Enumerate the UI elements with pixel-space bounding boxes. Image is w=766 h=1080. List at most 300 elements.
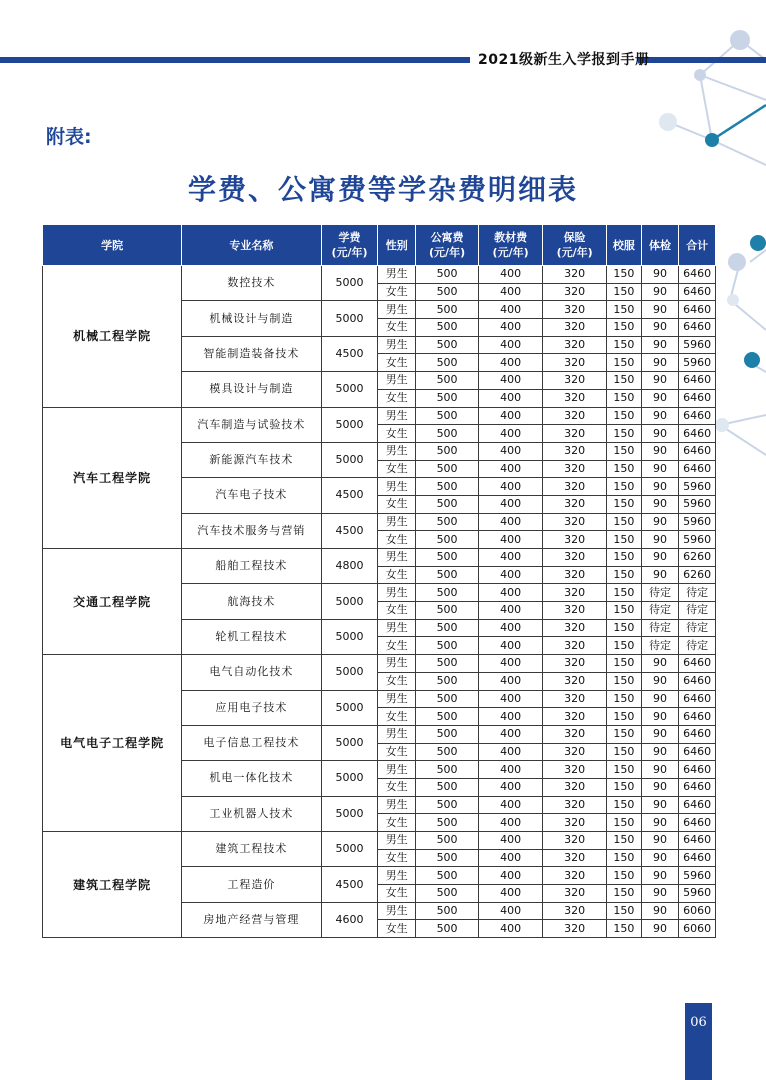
gender-cell: 男生 bbox=[378, 867, 416, 885]
insurance-cell: 320 bbox=[543, 425, 607, 443]
apartment-cell: 500 bbox=[416, 920, 479, 938]
uniform-cell: 150 bbox=[607, 761, 642, 779]
gender-cell: 男生 bbox=[378, 725, 416, 743]
gender-cell: 男生 bbox=[378, 902, 416, 920]
total-cell: 6460 bbox=[679, 796, 716, 814]
major-cell: 智能制造装备技术 bbox=[182, 336, 321, 371]
total-cell: 6460 bbox=[679, 672, 716, 690]
total-cell: 6460 bbox=[679, 690, 716, 708]
major-cell: 工业机器人技术 bbox=[182, 796, 321, 831]
insurance-cell: 320 bbox=[543, 814, 607, 832]
apartment-cell: 500 bbox=[416, 867, 479, 885]
major-cell: 应用电子技术 bbox=[182, 690, 321, 725]
insurance-cell: 320 bbox=[543, 743, 607, 761]
insurance-cell: 320 bbox=[543, 849, 607, 867]
checkup-cell: 90 bbox=[641, 354, 679, 372]
apartment-cell: 500 bbox=[416, 283, 479, 301]
textbook-cell: 400 bbox=[479, 283, 543, 301]
apartment-cell: 500 bbox=[416, 832, 479, 850]
checkup-cell: 90 bbox=[641, 460, 679, 478]
textbook-cell: 400 bbox=[479, 761, 543, 779]
total-cell: 5960 bbox=[679, 531, 716, 549]
uniform-cell: 150 bbox=[607, 266, 642, 284]
appendix-label: 附表: bbox=[46, 126, 92, 148]
major-cell: 工程造价 bbox=[182, 867, 321, 902]
uniform-cell: 150 bbox=[607, 283, 642, 301]
tuition-cell: 5000 bbox=[321, 796, 378, 831]
header-uniform: 校服 bbox=[607, 225, 642, 266]
table-row bbox=[43, 549, 716, 567]
insurance-cell: 320 bbox=[543, 761, 607, 779]
apartment-cell: 500 bbox=[416, 602, 479, 620]
uniform-cell: 150 bbox=[607, 619, 642, 637]
apartment-cell: 500 bbox=[416, 301, 479, 319]
textbook-cell: 400 bbox=[479, 584, 543, 602]
textbook-cell: 400 bbox=[479, 266, 543, 284]
checkup-cell: 90 bbox=[641, 531, 679, 549]
textbook-cell: 400 bbox=[479, 725, 543, 743]
insurance-cell: 320 bbox=[543, 920, 607, 938]
checkup-cell: 90 bbox=[641, 832, 679, 850]
insurance-cell: 320 bbox=[543, 283, 607, 301]
tuition-cell: 5000 bbox=[321, 442, 378, 477]
gender-cell: 女生 bbox=[378, 814, 416, 832]
uniform-cell: 150 bbox=[607, 725, 642, 743]
uniform-cell: 150 bbox=[607, 460, 642, 478]
total-cell: 6460 bbox=[679, 442, 716, 460]
uniform-cell: 150 bbox=[607, 637, 642, 655]
textbook-cell: 400 bbox=[479, 407, 543, 425]
textbook-cell: 400 bbox=[479, 796, 543, 814]
uniform-cell: 150 bbox=[607, 708, 642, 726]
apartment-cell: 500 bbox=[416, 566, 479, 584]
insurance-cell: 320 bbox=[543, 319, 607, 337]
header-checkup: 体检 bbox=[641, 225, 679, 266]
textbook-cell: 400 bbox=[479, 885, 543, 903]
uniform-cell: 150 bbox=[607, 832, 642, 850]
gender-cell: 男生 bbox=[378, 372, 416, 390]
checkup-cell: 90 bbox=[641, 283, 679, 301]
apartment-cell: 500 bbox=[416, 354, 479, 372]
textbook-cell: 400 bbox=[479, 566, 543, 584]
textbook-cell: 400 bbox=[479, 442, 543, 460]
textbook-cell: 400 bbox=[479, 531, 543, 549]
total-cell: 待定 bbox=[679, 637, 716, 655]
checkup-cell: 90 bbox=[641, 672, 679, 690]
insurance-cell: 320 bbox=[543, 690, 607, 708]
insurance-cell: 320 bbox=[543, 478, 607, 496]
gender-cell: 女生 bbox=[378, 354, 416, 372]
uniform-cell: 150 bbox=[607, 885, 642, 903]
checkup-cell: 90 bbox=[641, 266, 679, 284]
textbook-cell: 400 bbox=[479, 743, 543, 761]
total-cell: 6460 bbox=[679, 849, 716, 867]
insurance-cell: 320 bbox=[543, 796, 607, 814]
insurance-cell: 320 bbox=[543, 708, 607, 726]
checkup-cell: 90 bbox=[641, 743, 679, 761]
tuition-cell: 4500 bbox=[321, 867, 378, 902]
uniform-cell: 150 bbox=[607, 389, 642, 407]
uniform-cell: 150 bbox=[607, 655, 642, 673]
apartment-cell: 500 bbox=[416, 814, 479, 832]
tuition-cell: 4800 bbox=[321, 549, 378, 584]
insurance-cell: 320 bbox=[543, 619, 607, 637]
total-cell: 6460 bbox=[679, 708, 716, 726]
textbook-cell: 400 bbox=[479, 637, 543, 655]
gender-cell: 女生 bbox=[378, 885, 416, 903]
gender-cell: 女生 bbox=[378, 743, 416, 761]
major-cell: 建筑工程技术 bbox=[182, 832, 321, 867]
gender-cell: 男生 bbox=[378, 478, 416, 496]
checkup-cell: 90 bbox=[641, 655, 679, 673]
insurance-cell: 320 bbox=[543, 531, 607, 549]
total-cell: 5960 bbox=[679, 336, 716, 354]
total-cell: 6460 bbox=[679, 407, 716, 425]
table-row bbox=[43, 407, 716, 425]
gender-cell: 女生 bbox=[378, 566, 416, 584]
apartment-cell: 500 bbox=[416, 266, 479, 284]
textbook-cell: 400 bbox=[479, 619, 543, 637]
major-cell: 新能源汽车技术 bbox=[182, 442, 321, 477]
total-cell: 5960 bbox=[679, 885, 716, 903]
college-cell: 建筑工程学院 bbox=[43, 832, 182, 938]
checkup-cell: 90 bbox=[641, 478, 679, 496]
apartment-cell: 500 bbox=[416, 637, 479, 655]
insurance-cell: 320 bbox=[543, 902, 607, 920]
insurance-cell: 320 bbox=[543, 867, 607, 885]
gender-cell: 男生 bbox=[378, 407, 416, 425]
textbook-cell: 400 bbox=[479, 778, 543, 796]
total-cell: 6460 bbox=[679, 460, 716, 478]
insurance-cell: 320 bbox=[543, 778, 607, 796]
gender-cell: 女生 bbox=[378, 460, 416, 478]
checkup-cell: 90 bbox=[641, 796, 679, 814]
total-cell: 5960 bbox=[679, 513, 716, 531]
college-cell: 交通工程学院 bbox=[43, 549, 182, 655]
uniform-cell: 150 bbox=[607, 336, 642, 354]
total-cell: 5960 bbox=[679, 495, 716, 513]
checkup-cell: 90 bbox=[641, 902, 679, 920]
apartment-cell: 500 bbox=[416, 336, 479, 354]
tuition-cell: 5000 bbox=[321, 372, 378, 407]
fee-table-body bbox=[43, 266, 716, 938]
table-header-row bbox=[43, 225, 716, 266]
tuition-cell: 5000 bbox=[321, 832, 378, 867]
apartment-cell: 500 bbox=[416, 513, 479, 531]
apartment-cell: 500 bbox=[416, 389, 479, 407]
checkup-cell: 待定 bbox=[641, 602, 679, 620]
textbook-cell: 400 bbox=[479, 708, 543, 726]
major-cell: 机电一体化技术 bbox=[182, 761, 321, 796]
checkup-cell: 90 bbox=[641, 885, 679, 903]
uniform-cell: 150 bbox=[607, 513, 642, 531]
total-cell: 待定 bbox=[679, 584, 716, 602]
header-textbook: 教材费 (元/年) bbox=[479, 225, 543, 266]
apartment-cell: 500 bbox=[416, 690, 479, 708]
textbook-cell: 400 bbox=[479, 602, 543, 620]
textbook-cell: 400 bbox=[479, 920, 543, 938]
checkup-cell: 90 bbox=[641, 849, 679, 867]
uniform-cell: 150 bbox=[607, 743, 642, 761]
major-cell: 房地产经营与管理 bbox=[182, 902, 321, 937]
insurance-cell: 320 bbox=[543, 389, 607, 407]
total-cell: 6460 bbox=[679, 425, 716, 443]
checkup-cell: 90 bbox=[641, 708, 679, 726]
apartment-cell: 500 bbox=[416, 319, 479, 337]
uniform-cell: 150 bbox=[607, 425, 642, 443]
total-cell: 5960 bbox=[679, 478, 716, 496]
gender-cell: 男生 bbox=[378, 442, 416, 460]
apartment-cell: 500 bbox=[416, 425, 479, 443]
textbook-cell: 400 bbox=[479, 867, 543, 885]
gender-cell: 男生 bbox=[378, 336, 416, 354]
major-cell: 数控技术 bbox=[182, 266, 321, 301]
textbook-cell: 400 bbox=[479, 690, 543, 708]
gender-cell: 女生 bbox=[378, 319, 416, 337]
uniform-cell: 150 bbox=[607, 814, 642, 832]
uniform-cell: 150 bbox=[607, 372, 642, 390]
page-number-tab bbox=[685, 1003, 712, 1080]
gender-cell: 男生 bbox=[378, 513, 416, 531]
page-title: 学费、公寓费等学杂费明细表 bbox=[187, 173, 578, 206]
checkup-cell: 90 bbox=[641, 920, 679, 938]
total-cell: 6460 bbox=[679, 725, 716, 743]
tuition-cell: 5000 bbox=[321, 761, 378, 796]
gender-cell: 男生 bbox=[378, 584, 416, 602]
gender-cell: 女生 bbox=[378, 283, 416, 301]
textbook-cell: 400 bbox=[479, 655, 543, 673]
textbook-cell: 400 bbox=[479, 902, 543, 920]
textbook-cell: 400 bbox=[479, 513, 543, 531]
gender-cell: 女生 bbox=[378, 672, 416, 690]
total-cell: 6060 bbox=[679, 902, 716, 920]
insurance-cell: 320 bbox=[543, 513, 607, 531]
insurance-cell: 320 bbox=[543, 372, 607, 390]
insurance-cell: 320 bbox=[543, 655, 607, 673]
apartment-cell: 500 bbox=[416, 725, 479, 743]
tuition-cell: 5000 bbox=[321, 407, 378, 442]
textbook-cell: 400 bbox=[479, 425, 543, 443]
checkup-cell: 90 bbox=[641, 814, 679, 832]
insurance-cell: 320 bbox=[543, 336, 607, 354]
tuition-cell: 5000 bbox=[321, 266, 378, 301]
apartment-cell: 500 bbox=[416, 885, 479, 903]
insurance-cell: 320 bbox=[543, 460, 607, 478]
gender-cell: 女生 bbox=[378, 602, 416, 620]
college-cell: 电气电子工程学院 bbox=[43, 655, 182, 832]
checkup-cell: 90 bbox=[641, 549, 679, 567]
total-cell: 5960 bbox=[679, 867, 716, 885]
uniform-cell: 150 bbox=[607, 902, 642, 920]
gender-cell: 女生 bbox=[378, 531, 416, 549]
checkup-cell: 90 bbox=[641, 372, 679, 390]
gender-cell: 女生 bbox=[378, 708, 416, 726]
page-number: 06 bbox=[690, 1015, 707, 1030]
total-cell: 6260 bbox=[679, 549, 716, 567]
major-cell: 机械设计与制造 bbox=[182, 301, 321, 336]
checkup-cell: 90 bbox=[641, 425, 679, 443]
textbook-cell: 400 bbox=[479, 389, 543, 407]
textbook-cell: 400 bbox=[479, 478, 543, 496]
uniform-cell: 150 bbox=[607, 531, 642, 549]
insurance-cell: 320 bbox=[543, 725, 607, 743]
insurance-cell: 320 bbox=[543, 602, 607, 620]
apartment-cell: 500 bbox=[416, 495, 479, 513]
uniform-cell: 150 bbox=[607, 495, 642, 513]
header-title: 2021级新生入学报到手册 bbox=[478, 52, 650, 68]
header-total: 合计 bbox=[679, 225, 716, 266]
gender-cell: 女生 bbox=[378, 637, 416, 655]
textbook-cell: 400 bbox=[479, 549, 543, 567]
header-college: 学院 bbox=[43, 225, 182, 266]
apartment-cell: 500 bbox=[416, 442, 479, 460]
table-row bbox=[43, 832, 716, 850]
textbook-cell: 400 bbox=[479, 301, 543, 319]
gender-cell: 男生 bbox=[378, 266, 416, 284]
insurance-cell: 320 bbox=[543, 495, 607, 513]
gender-cell: 男生 bbox=[378, 301, 416, 319]
apartment-cell: 500 bbox=[416, 708, 479, 726]
major-cell: 电子信息工程技术 bbox=[182, 725, 321, 760]
checkup-cell: 待定 bbox=[641, 619, 679, 637]
tuition-cell: 5000 bbox=[321, 301, 378, 336]
header-tuition: 学费 (元/年) bbox=[321, 225, 378, 266]
major-cell: 汽车制造与试验技术 bbox=[182, 407, 321, 442]
textbook-cell: 400 bbox=[479, 354, 543, 372]
major-cell: 轮机工程技术 bbox=[182, 619, 321, 654]
gender-cell: 男生 bbox=[378, 690, 416, 708]
total-cell: 6460 bbox=[679, 372, 716, 390]
total-cell: 6460 bbox=[679, 283, 716, 301]
uniform-cell: 150 bbox=[607, 602, 642, 620]
apartment-cell: 500 bbox=[416, 743, 479, 761]
fee-table bbox=[42, 224, 716, 938]
major-cell: 模具设计与制造 bbox=[182, 372, 321, 407]
apartment-cell: 500 bbox=[416, 619, 479, 637]
total-cell: 6060 bbox=[679, 920, 716, 938]
textbook-cell: 400 bbox=[479, 460, 543, 478]
total-cell: 6460 bbox=[679, 319, 716, 337]
gender-cell: 女生 bbox=[378, 389, 416, 407]
textbook-cell: 400 bbox=[479, 319, 543, 337]
apartment-cell: 500 bbox=[416, 655, 479, 673]
major-cell: 汽车电子技术 bbox=[182, 478, 321, 513]
checkup-cell: 90 bbox=[641, 407, 679, 425]
insurance-cell: 320 bbox=[543, 885, 607, 903]
total-cell: 5960 bbox=[679, 354, 716, 372]
tuition-cell: 5000 bbox=[321, 619, 378, 654]
tuition-cell: 4600 bbox=[321, 902, 378, 937]
apartment-cell: 500 bbox=[416, 460, 479, 478]
header-apartment: 公寓费 (元/年) bbox=[416, 225, 479, 266]
tuition-cell: 5000 bbox=[321, 655, 378, 690]
total-cell: 待定 bbox=[679, 602, 716, 620]
gender-cell: 男生 bbox=[378, 619, 416, 637]
insurance-cell: 320 bbox=[543, 266, 607, 284]
apartment-cell: 500 bbox=[416, 672, 479, 690]
uniform-cell: 150 bbox=[607, 319, 642, 337]
uniform-cell: 150 bbox=[607, 407, 642, 425]
tuition-cell: 5000 bbox=[321, 584, 378, 619]
apartment-cell: 500 bbox=[416, 478, 479, 496]
checkup-cell: 待定 bbox=[641, 637, 679, 655]
insurance-cell: 320 bbox=[543, 407, 607, 425]
uniform-cell: 150 bbox=[607, 442, 642, 460]
checkup-cell: 90 bbox=[641, 513, 679, 531]
textbook-cell: 400 bbox=[479, 372, 543, 390]
uniform-cell: 150 bbox=[607, 796, 642, 814]
total-cell: 6460 bbox=[679, 301, 716, 319]
insurance-cell: 320 bbox=[543, 549, 607, 567]
uniform-cell: 150 bbox=[607, 778, 642, 796]
uniform-cell: 150 bbox=[607, 478, 642, 496]
apartment-cell: 500 bbox=[416, 372, 479, 390]
apartment-cell: 500 bbox=[416, 584, 479, 602]
header-major: 专业名称 bbox=[182, 225, 321, 266]
checkup-cell: 90 bbox=[641, 778, 679, 796]
total-cell: 6260 bbox=[679, 566, 716, 584]
header-gender: 性别 bbox=[378, 225, 416, 266]
gender-cell: 男生 bbox=[378, 832, 416, 850]
insurance-cell: 320 bbox=[543, 672, 607, 690]
checkup-cell: 90 bbox=[641, 867, 679, 885]
insurance-cell: 320 bbox=[543, 584, 607, 602]
uniform-cell: 150 bbox=[607, 566, 642, 584]
total-cell: 6460 bbox=[679, 266, 716, 284]
insurance-cell: 320 bbox=[543, 832, 607, 850]
apartment-cell: 500 bbox=[416, 849, 479, 867]
textbook-cell: 400 bbox=[479, 814, 543, 832]
checkup-cell: 待定 bbox=[641, 584, 679, 602]
textbook-cell: 400 bbox=[479, 849, 543, 867]
uniform-cell: 150 bbox=[607, 849, 642, 867]
major-cell: 船舶工程技术 bbox=[182, 549, 321, 584]
tuition-cell: 4500 bbox=[321, 478, 378, 513]
total-cell: 6460 bbox=[679, 389, 716, 407]
checkup-cell: 90 bbox=[641, 761, 679, 779]
header-rule-right bbox=[638, 57, 766, 63]
uniform-cell: 150 bbox=[607, 301, 642, 319]
gender-cell: 女生 bbox=[378, 425, 416, 443]
header-insurance: 保险 (元/年) bbox=[543, 225, 607, 266]
gender-cell: 男生 bbox=[378, 796, 416, 814]
total-cell: 6460 bbox=[679, 761, 716, 779]
total-cell: 6460 bbox=[679, 778, 716, 796]
total-cell: 6460 bbox=[679, 814, 716, 832]
insurance-cell: 320 bbox=[543, 354, 607, 372]
uniform-cell: 150 bbox=[607, 584, 642, 602]
apartment-cell: 500 bbox=[416, 902, 479, 920]
insurance-cell: 320 bbox=[543, 566, 607, 584]
total-cell: 6460 bbox=[679, 655, 716, 673]
uniform-cell: 150 bbox=[607, 354, 642, 372]
textbook-cell: 400 bbox=[479, 336, 543, 354]
checkup-cell: 90 bbox=[641, 336, 679, 354]
textbook-cell: 400 bbox=[479, 672, 543, 690]
checkup-cell: 90 bbox=[641, 495, 679, 513]
apartment-cell: 500 bbox=[416, 796, 479, 814]
apartment-cell: 500 bbox=[416, 549, 479, 567]
checkup-cell: 90 bbox=[641, 301, 679, 319]
college-cell: 机械工程学院 bbox=[43, 266, 182, 408]
tuition-cell: 4500 bbox=[321, 513, 378, 548]
major-cell: 航海技术 bbox=[182, 584, 321, 619]
uniform-cell: 150 bbox=[607, 867, 642, 885]
gender-cell: 男生 bbox=[378, 549, 416, 567]
college-cell: 汽车工程学院 bbox=[43, 407, 182, 549]
major-cell: 电气自动化技术 bbox=[182, 655, 321, 690]
checkup-cell: 90 bbox=[641, 725, 679, 743]
